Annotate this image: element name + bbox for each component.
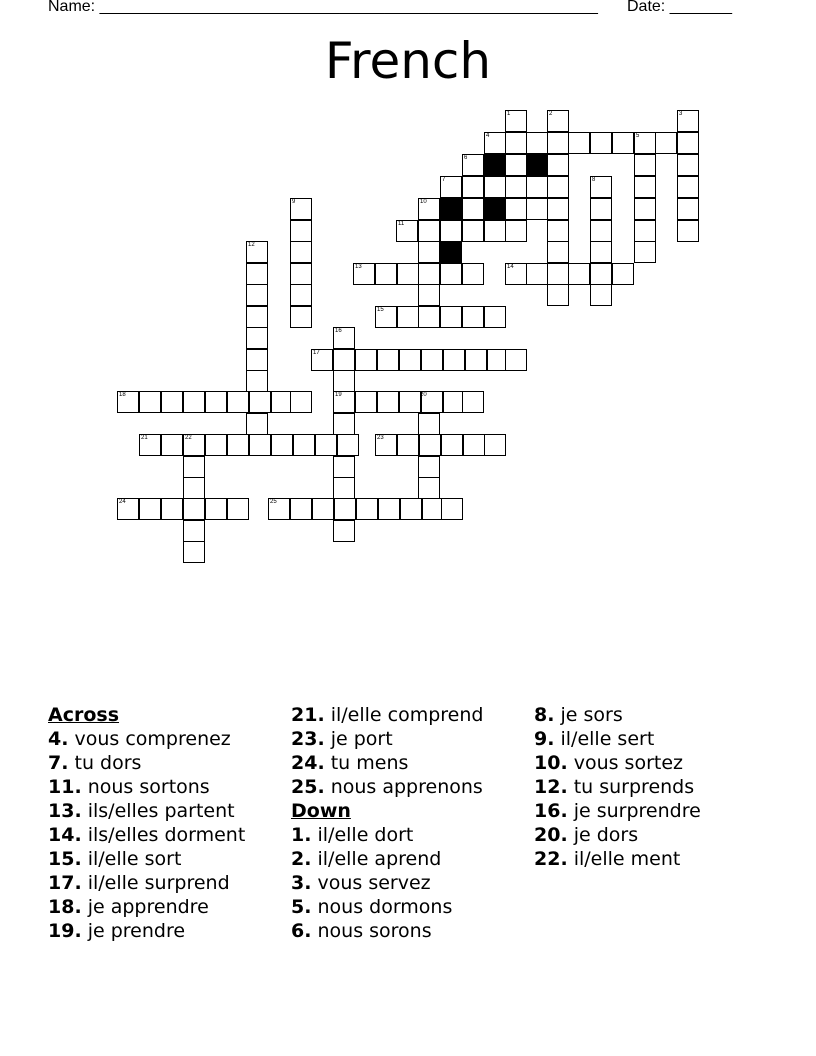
clue-item	[291, 823, 483, 847]
grid-cell[interactable]	[634, 176, 656, 198]
grid-cell[interactable]	[290, 263, 312, 285]
grid-cell[interactable]	[418, 413, 440, 435]
grid-cell[interactable]	[505, 176, 527, 198]
grid-cell[interactable]	[377, 391, 399, 413]
grid-cell[interactable]	[356, 498, 378, 520]
grid-cell[interactable]	[526, 132, 548, 154]
clue-item	[534, 823, 701, 847]
grid-cell[interactable]	[205, 391, 227, 413]
clue-text: je sors	[554, 704, 623, 726]
grid-cell[interactable]	[440, 263, 462, 285]
clue-number: 12.	[534, 776, 568, 798]
grid-cell[interactable]	[568, 132, 590, 154]
clue-text: il/elle sort	[81, 848, 182, 870]
grid-cell[interactable]	[333, 456, 355, 478]
clue-column-1	[48, 703, 245, 943]
clue-text: il/elle aprend	[311, 848, 442, 870]
grid-cell[interactable]	[462, 220, 484, 242]
grid-cell[interactable]	[227, 391, 249, 413]
name-blank: ________________________________________________________	[95, 0, 598, 15]
cell-number: 19	[335, 392, 342, 398]
grid-cell[interactable]	[505, 220, 527, 242]
clue-text: je port	[324, 728, 393, 750]
clue-item	[48, 799, 245, 823]
clue-item	[534, 751, 701, 775]
grid-cell[interactable]	[183, 456, 205, 478]
grid-cell[interactable]	[333, 370, 355, 392]
grid-cell[interactable]	[227, 498, 249, 520]
grid-cell[interactable]	[249, 391, 271, 413]
cell-number: 15	[377, 307, 384, 313]
grid-cell[interactable]	[183, 477, 205, 499]
grid-cell[interactable]	[421, 349, 443, 371]
down-heading: Down	[291, 800, 351, 822]
grid-cell[interactable]	[161, 434, 183, 456]
clue-number: 13.	[48, 800, 82, 822]
grid-cell[interactable]	[418, 241, 440, 263]
name-label: Name:	[48, 0, 96, 15]
clue-text: il/elle ment	[567, 848, 681, 870]
grid-cell[interactable]	[139, 498, 161, 520]
clue-number: 14.	[48, 824, 82, 846]
date-blank: _______	[665, 0, 732, 15]
grid-cell[interactable]	[443, 349, 465, 371]
grid-cell[interactable]	[249, 434, 271, 456]
grid-cell[interactable]	[418, 284, 440, 306]
grid-cell[interactable]	[505, 349, 527, 371]
clue-item	[291, 703, 483, 727]
clue-item	[291, 775, 483, 799]
cell-number: 3	[679, 111, 683, 117]
grid-cell[interactable]	[290, 498, 312, 520]
grid-cell[interactable]	[290, 391, 312, 413]
clue-item	[534, 775, 701, 799]
grid-cell[interactable]	[246, 413, 268, 435]
cell-number: 13	[355, 264, 362, 270]
grid-cell[interactable]	[355, 349, 377, 371]
cell-number: 24	[119, 499, 126, 505]
grid-cell[interactable]	[526, 198, 548, 220]
grid-cell[interactable]	[590, 198, 612, 220]
grid-cell[interactable]	[271, 434, 293, 456]
clue-column-3	[534, 703, 701, 871]
black-cell	[484, 154, 506, 176]
grid-cell[interactable]	[441, 434, 463, 456]
clue-text: il/elle sert	[554, 728, 655, 750]
clue-item	[534, 799, 701, 823]
grid-cell[interactable]	[334, 498, 356, 520]
grid-cell[interactable]	[377, 349, 399, 371]
grid-cell[interactable]	[462, 306, 484, 328]
grid-cell[interactable]	[484, 434, 506, 456]
clue-item	[48, 823, 245, 847]
clue-number: 17.	[48, 872, 82, 894]
cell-number: 21	[141, 435, 148, 441]
grid-cell[interactable]	[183, 391, 205, 413]
grid-cell[interactable]	[418, 477, 440, 499]
grid-cell[interactable]	[440, 306, 462, 328]
grid-cell[interactable]	[418, 220, 440, 242]
clue-text: ils/elles partent	[81, 800, 235, 822]
grid-cell[interactable]	[227, 434, 249, 456]
clue-text: nous sortons	[81, 776, 210, 798]
grid-cell[interactable]	[462, 198, 484, 220]
grid-cell[interactable]	[399, 349, 421, 371]
black-cell	[440, 241, 462, 263]
grid-cell[interactable]	[205, 434, 227, 456]
grid-cell[interactable]	[418, 306, 440, 328]
grid-cell[interactable]	[399, 391, 421, 413]
grid-cell[interactable]	[161, 498, 183, 520]
grid-cell[interactable]	[418, 263, 440, 285]
grid-cell[interactable]	[378, 498, 400, 520]
cell-number: 2	[549, 111, 553, 117]
grid-cell[interactable]	[505, 154, 527, 176]
clue-number: 7.	[48, 752, 69, 774]
grid-cell[interactable]	[312, 498, 334, 520]
cell-number: 12	[248, 242, 255, 248]
cell-number: 17	[313, 350, 320, 356]
grid-cell[interactable]	[505, 132, 527, 154]
cell-number: 6	[464, 155, 468, 161]
grid-cell[interactable]	[568, 263, 590, 285]
clue-item	[534, 703, 701, 727]
clue-item	[291, 895, 483, 919]
grid-cell[interactable]	[677, 176, 699, 198]
grid-cell[interactable]	[484, 306, 506, 328]
cell-number: 22	[185, 435, 192, 441]
clue-item	[48, 775, 245, 799]
grid-cell[interactable]	[547, 132, 569, 154]
grid-cell[interactable]	[590, 220, 612, 242]
cell-number: 4	[486, 133, 490, 139]
clue-text: tu mens	[324, 752, 409, 774]
grid-cell[interactable]	[183, 541, 205, 563]
clue-item	[291, 919, 483, 943]
clue-number: 1.	[291, 824, 312, 846]
cell-number: 10	[420, 199, 427, 205]
grid-cell[interactable]	[290, 241, 312, 263]
clue-item	[534, 727, 701, 751]
grid-cell[interactable]	[463, 434, 485, 456]
black-cell	[484, 198, 506, 220]
grid-cell[interactable]	[547, 220, 569, 242]
grid-cell[interactable]	[634, 241, 656, 263]
grid-cell[interactable]	[634, 198, 656, 220]
grid-cell[interactable]	[397, 434, 419, 456]
clue-text: nous sorons	[311, 920, 432, 942]
grid-cell[interactable]	[462, 176, 484, 198]
clue-item	[534, 847, 701, 871]
clue-text: il/elle surprend	[81, 872, 230, 894]
grid-cell[interactable]	[400, 498, 422, 520]
cell-number: 25	[270, 499, 277, 505]
grid-cell[interactable]	[246, 306, 268, 328]
clue-item	[291, 727, 483, 751]
grid-cell[interactable]	[547, 198, 569, 220]
cell-number: 18	[119, 392, 126, 398]
date-label: Date:	[627, 0, 666, 15]
grid-cell[interactable]	[462, 263, 484, 285]
clue-text: il/elle dort	[311, 824, 414, 846]
cell-number: 16	[335, 328, 342, 334]
clue-text: tu surprends	[567, 776, 695, 798]
grid-cell[interactable]	[246, 284, 268, 306]
cell-number: 9	[292, 199, 296, 205]
clue-number: 20.	[534, 824, 568, 846]
grid-cell[interactable]	[655, 132, 677, 154]
black-cell	[440, 198, 462, 220]
clue-item	[291, 871, 483, 895]
grid-cell[interactable]	[547, 154, 569, 176]
grid-cell[interactable]	[677, 198, 699, 220]
clue-text: ils/elles dorment	[81, 824, 246, 846]
grid-cell[interactable]	[612, 132, 634, 154]
clue-item	[291, 751, 483, 775]
grid-cell[interactable]	[590, 241, 612, 263]
clue-item	[48, 895, 245, 919]
grid-cell[interactable]	[397, 263, 419, 285]
grid-cell[interactable]	[526, 176, 548, 198]
clue-number: 8.	[534, 704, 555, 726]
clue-text: je surprendre	[567, 800, 701, 822]
grid-cell[interactable]	[547, 263, 569, 285]
grid-cell[interactable]	[205, 498, 227, 520]
clue-text: nous dormons	[311, 896, 453, 918]
clue-number: 4.	[48, 728, 69, 750]
grid-cell[interactable]	[355, 391, 377, 413]
grid-cell[interactable]	[484, 176, 506, 198]
grid-cell[interactable]	[462, 391, 484, 413]
clue-number: 5.	[291, 896, 312, 918]
clue-number: 16.	[534, 800, 568, 822]
grid-cell[interactable]	[465, 349, 487, 371]
grid-cell[interactable]	[139, 391, 161, 413]
clue-number: 3.	[291, 872, 312, 894]
grid-cell[interactable]	[315, 434, 337, 456]
grid-cell[interactable]	[547, 284, 569, 306]
cell-number: 14	[507, 264, 514, 270]
clue-item	[48, 919, 245, 943]
cell-number: 5	[636, 133, 640, 139]
grid-cell[interactable]	[333, 477, 355, 499]
grid-cell[interactable]	[590, 263, 612, 285]
grid-cell[interactable]	[333, 413, 355, 435]
grid-cell[interactable]	[677, 154, 699, 176]
grid-cell[interactable]	[333, 349, 355, 371]
grid-cell[interactable]	[677, 132, 699, 154]
grid-cell[interactable]	[246, 327, 268, 349]
clue-item	[48, 871, 245, 895]
grid-cell[interactable]	[397, 306, 419, 328]
clue-item	[48, 727, 245, 751]
grid-cell[interactable]	[677, 220, 699, 242]
cell-number: 23	[377, 435, 384, 441]
clue-text: vous comprenez	[68, 728, 231, 750]
clue-number: 24.	[291, 752, 325, 774]
clue-number: 25.	[291, 776, 325, 798]
grid-cell[interactable]	[419, 434, 441, 456]
grid-cell[interactable]	[526, 263, 548, 285]
clue-number: 21.	[291, 704, 325, 726]
grid-cell[interactable]	[590, 284, 612, 306]
clue-text: tu dors	[68, 752, 142, 774]
clue-number: 6.	[291, 920, 312, 942]
grid-cell[interactable]	[590, 132, 612, 154]
clue-column-2	[291, 703, 483, 943]
cell-number: 1	[507, 111, 511, 117]
across-heading: Across	[48, 704, 120, 726]
grid-cell[interactable]	[246, 349, 268, 371]
grid-cell[interactable]	[293, 434, 315, 456]
clue-number: 11.	[48, 776, 82, 798]
grid-cell[interactable]	[612, 263, 634, 285]
clue-text: je apprendre	[81, 896, 209, 918]
grid-cell[interactable]	[246, 370, 268, 392]
grid-cell[interactable]	[375, 263, 397, 285]
grid-cell[interactable]	[290, 306, 312, 328]
clue-number: 9.	[534, 728, 555, 750]
grid-cell[interactable]	[337, 434, 359, 456]
grid-cell[interactable]	[505, 198, 527, 220]
grid-cell[interactable]	[634, 220, 656, 242]
clue-text: il/elle comprend	[324, 704, 484, 726]
grid-cell[interactable]	[634, 154, 656, 176]
grid-cell[interactable]	[290, 284, 312, 306]
grid-cell[interactable]	[440, 220, 462, 242]
clue-number: 22.	[534, 848, 568, 870]
clue-text: vous sortez	[567, 752, 684, 774]
cell-number: 20	[420, 392, 427, 398]
grid-cell[interactable]	[418, 456, 440, 478]
clue-item	[48, 751, 245, 775]
grid-cell[interactable]	[246, 263, 268, 285]
clue-number: 10.	[534, 752, 568, 774]
grid-cell[interactable]	[333, 520, 355, 542]
grid-cell[interactable]	[183, 520, 205, 542]
clue-number: 19.	[48, 920, 82, 942]
clue-number: 23.	[291, 728, 325, 750]
grid-cell[interactable]	[547, 176, 569, 198]
grid-cell[interactable]	[547, 241, 569, 263]
clue-text: vous servez	[311, 872, 431, 894]
clue-text: je dors	[567, 824, 639, 846]
grid-cell[interactable]	[441, 498, 463, 520]
grid-cell[interactable]	[161, 391, 183, 413]
black-cell	[526, 154, 548, 176]
grid-cell[interactable]	[484, 220, 506, 242]
clue-number: 18.	[48, 896, 82, 918]
clue-number: 15.	[48, 848, 82, 870]
clue-item	[291, 847, 483, 871]
clue-text: je prendre	[81, 920, 186, 942]
cell-number: 11	[398, 221, 405, 227]
clue-number: 2.	[291, 848, 312, 870]
clue-item	[48, 847, 245, 871]
page-title: French	[324, 32, 492, 90]
grid-cell[interactable]	[290, 220, 312, 242]
clue-text: nous apprenons	[324, 776, 483, 798]
cell-number: 7	[442, 177, 446, 183]
grid-cell[interactable]	[183, 498, 205, 520]
cell-number: 8	[592, 177, 596, 183]
